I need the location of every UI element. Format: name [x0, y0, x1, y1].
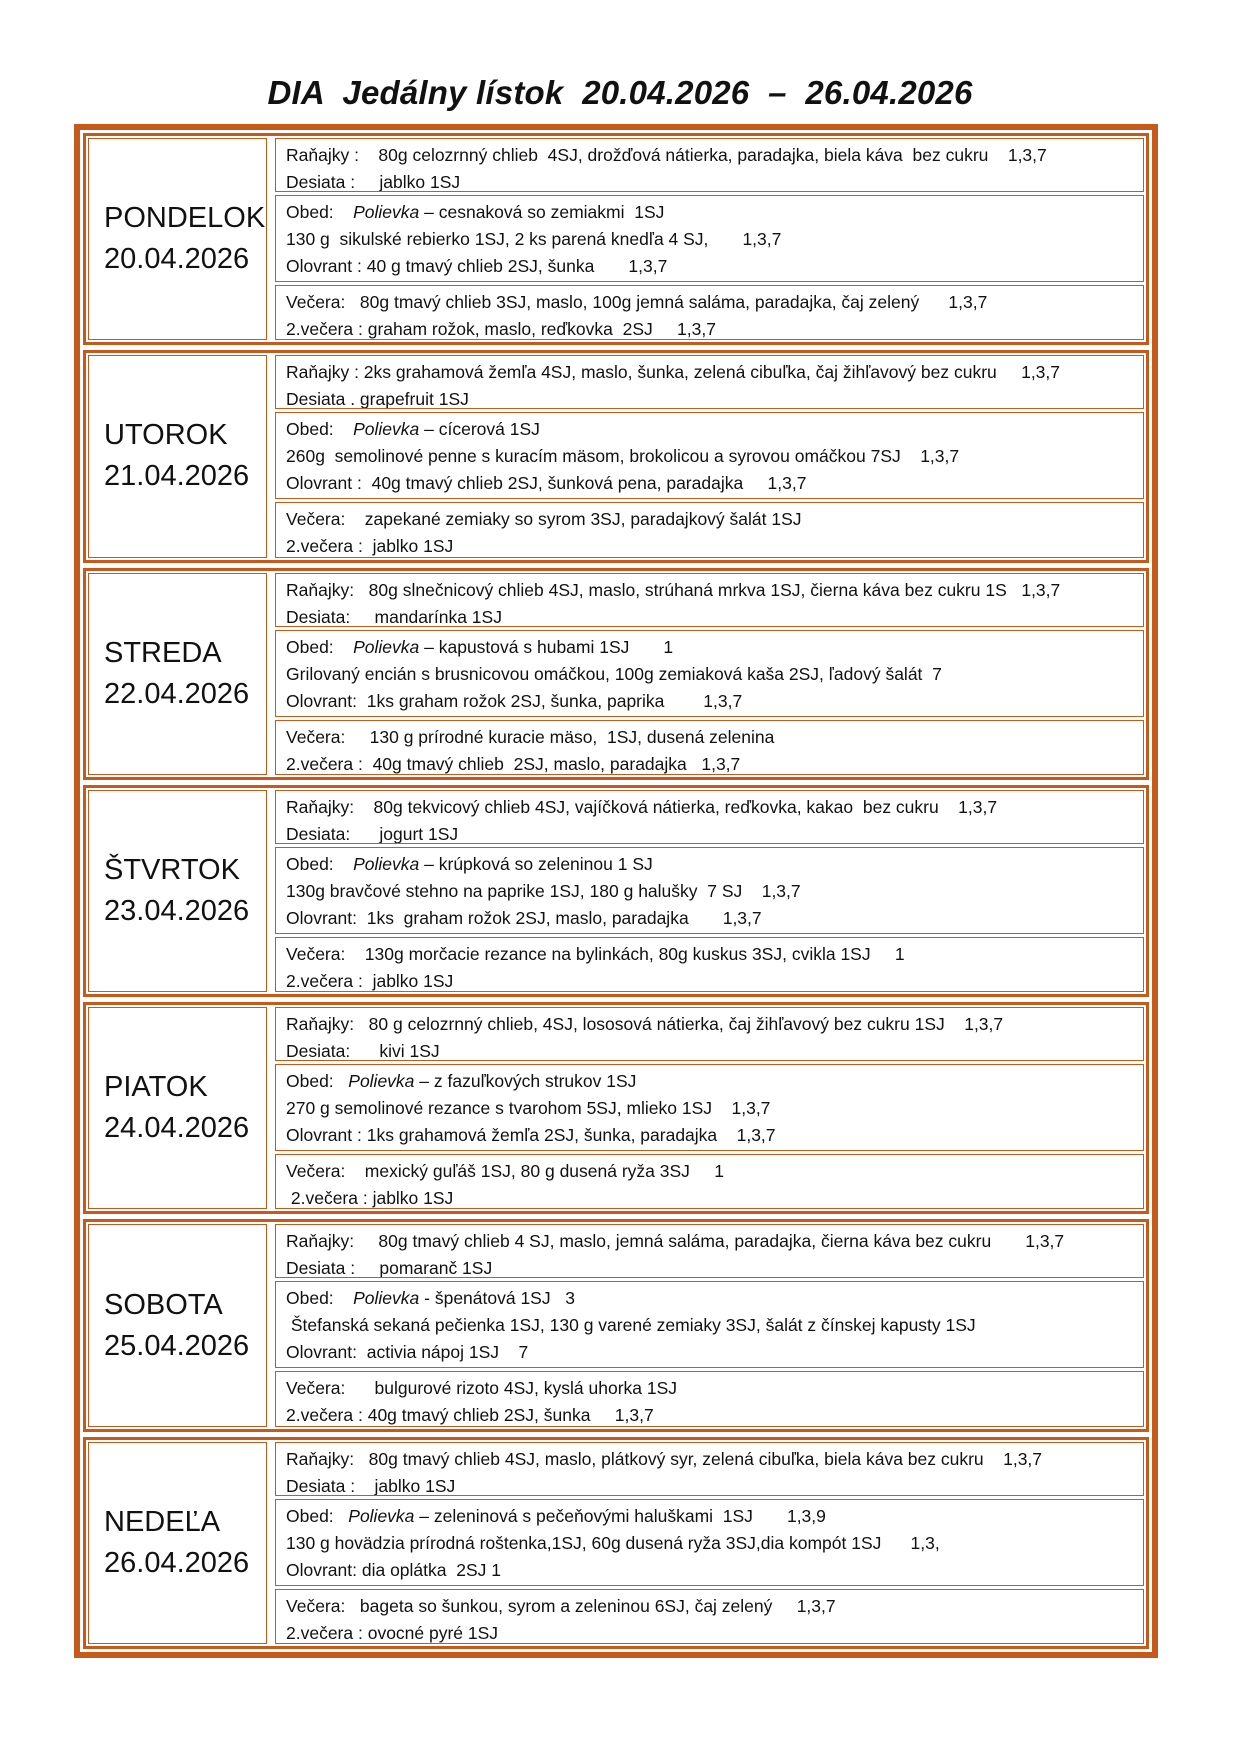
breakfast-line: Raňajky : 80g celozrnný chlieb 4SJ, drožďová nátierka, paradajka, biela káva bez cukru 1,3,7	[286, 145, 1047, 165]
soup-line	[286, 416, 1133, 443]
lunch-prefix: Obed:	[286, 419, 354, 440]
olovrant-line: Olovrant: dia oplátka 2SJ 1	[286, 1559, 501, 1580]
olovrant-line: Olovrant : 40g tmavý chlieb 2SJ, šunková pena, paradajka 1,3,7	[286, 473, 807, 494]
snack-line: Desiata : jablko 1SJ	[286, 172, 461, 192]
soup-line	[286, 634, 1133, 661]
second-dinner-line: 2.večera : 40g tmavý chlieb 2SJ, maslo, paradajka 1,3,7	[286, 753, 741, 774]
day-date: 24.04.2026	[104, 1112, 250, 1145]
soup-line	[286, 851, 1133, 878]
snack-line: Desiata : jablko 1SJ	[286, 1475, 456, 1496]
breakfast-cell	[275, 790, 1144, 844]
day-label	[88, 138, 267, 340]
lunch-cell	[275, 1281, 1144, 1368]
day-name: UTOROK	[104, 419, 228, 452]
second-dinner-line: 2.večera : ovocné pyré 1SJ	[286, 1622, 499, 1643]
lunch-cell	[275, 195, 1144, 282]
dinner-line: Večera: bulgurové rizoto 4SJ, kyslá uhorka 1SJ	[286, 1378, 678, 1399]
main-course-line: 130g bravčové stehno na paprike 1SJ, 180 g halušky 7 SJ 1,3,7	[286, 880, 801, 901]
snack-line: Desiata: mandarínka 1SJ	[286, 606, 502, 627]
dinner-cell	[275, 1589, 1144, 1644]
day-row	[83, 1219, 1149, 1431]
breakfast-cell	[275, 573, 1144, 627]
breakfast-cell	[275, 138, 1144, 192]
page-title: DIA Jedálny lístok 20.04.2026 – 26.04.2026	[267, 74, 973, 111]
snack-line: Desiata: kivi 1SJ	[286, 1041, 440, 1062]
soup-line	[286, 1068, 1133, 1095]
dinner-line: Večera: 80g tmavý chlieb 3SJ, maslo, 100g jemná saláma, paradajka, čaj zelený 1,3,7	[286, 292, 988, 312]
breakfast-line: Raňajky: 80g tekvicový chlieb 4SJ, vajíčková nátierka, reďkovka, kakao bez cukru 1,3,7	[286, 796, 998, 817]
day-row	[83, 785, 1149, 997]
breakfast-cell	[275, 1442, 1144, 1496]
dinner-line: Večera: bageta so šunkou, syrom a zeleninou 6SJ, čaj zelený 1,3,7	[286, 1595, 836, 1616]
day-date: 20.04.2026	[104, 243, 250, 276]
snack-line: Desiata . grapefruit 1SJ	[286, 389, 469, 410]
breakfast-line: Raňajky: 80 g celozrnný chlieb, 4SJ, lososová nátierka, čaj žihľavový bez cukru 1SJ 1,3,7	[286, 1014, 1004, 1035]
soup-label: Polievka	[348, 1071, 415, 1092]
meals	[275, 355, 1144, 557]
second-dinner-line: 2.večera : jablko 1SJ	[286, 970, 454, 991]
day-name: PONDELOK	[104, 202, 266, 235]
breakfast-cell	[275, 1007, 1144, 1061]
main-course-line: 130 g hovädzia prírodná roštenka,1SJ, 60g dusená ryža 3SJ,dia kompót 1SJ 1,3,	[286, 1532, 940, 1553]
olovrant-line: Olovrant : 40 g tmavý chlieb 2SJ, šunka 1,3,7	[286, 256, 668, 276]
day-date: 21.04.2026	[104, 460, 250, 493]
day-label	[88, 355, 267, 557]
lunch-prefix: Obed:	[286, 1071, 349, 1092]
dinner-line: Večera: 130 g prírodné kuracie mäso, 1SJ, dusená zelenina	[286, 726, 775, 747]
soup-line	[286, 199, 1133, 226]
day-row	[83, 1002, 1149, 1214]
lunch-prefix: Obed:	[286, 202, 354, 222]
dinner-line: Večera: mexický guľáš 1SJ, 80 g dusená ryža 3SJ 1	[286, 1161, 724, 1182]
breakfast-cell	[275, 355, 1144, 409]
day-date: 22.04.2026	[104, 677, 250, 710]
main-course-line: 130 g sikulské rebierko 1SJ, 2 ks parená knedľa 4 SJ, 1,3,7	[286, 229, 782, 249]
day-date: 25.04.2026	[104, 1329, 250, 1362]
lunch-prefix: Obed:	[286, 1505, 349, 1526]
second-dinner-line: 2.večera : 40g tmavý chlieb 2SJ, šunka 1,3,7	[286, 1405, 654, 1426]
second-dinner-line: 2.večera : graham rožok, maslo, reďkovka 2SJ 1,3,7	[286, 319, 716, 339]
soup-line	[286, 1503, 1133, 1530]
day-label	[88, 1007, 267, 1209]
lunch-cell	[275, 1064, 1144, 1151]
day-name: NEDEĽA	[104, 1505, 221, 1538]
snack-line: Desiata: jogurt 1SJ	[286, 823, 459, 844]
day-label	[88, 573, 267, 775]
soup-name: – cícerová 1SJ	[419, 419, 540, 440]
meals	[275, 138, 1144, 340]
day-date: 26.04.2026	[104, 1546, 250, 1579]
soup-name: – krúpková so zeleninou 1 SJ	[419, 853, 653, 874]
lunch-prefix: Obed:	[286, 853, 354, 874]
second-dinner-line: 2.večera : jablko 1SJ	[286, 536, 454, 557]
olovrant-line: Olovrant: activia nápoj 1SJ 7	[286, 1342, 529, 1363]
main-course-line: Grilovaný encián s brusnicovou omáčkou, 100g zemiaková kaša 2SJ, ľadový šalát 7	[286, 663, 942, 684]
soup-name: – zeleninová s pečeňovými haluškami 1SJ 1,3,9	[414, 1505, 826, 1526]
day-row	[83, 350, 1149, 562]
olovrant-line: Olovrant: 1ks graham rožok 2SJ, šunka, paprika 1,3,7	[286, 690, 743, 711]
soup-label: Polievka	[353, 419, 420, 440]
breakfast-line: Raňajky: 80g tmavý chlieb 4 SJ, maslo, jemná saláma, paradajka, čierna káva bez cukru 1,3,7	[286, 1231, 1065, 1252]
breakfast-line: Raňajky : 2ks grahamová žemľa 4SJ, maslo, šunka, zelená cibuľka, čaj žihľavový bez cukru 1,3,7	[286, 362, 1061, 383]
soup-name: – cesnaková so zemiakmi 1SJ	[419, 202, 665, 222]
lunch-cell	[275, 630, 1144, 717]
lunch-prefix: Obed:	[286, 636, 354, 657]
soup-label: Polievka	[353, 636, 420, 657]
dinner-cell	[275, 1154, 1144, 1209]
soup-name: – kapustová s hubami 1SJ 1	[419, 636, 674, 657]
day-row	[83, 568, 1149, 780]
day-label	[88, 1224, 267, 1426]
meals	[275, 1224, 1144, 1426]
main-course-line: 270 g semolinové rezance s tvarohom 5SJ, mlieko 1SJ 1,3,7	[286, 1098, 771, 1119]
breakfast-line: Raňajky: 80g slnečnicový chlieb 4SJ, maslo, strúhaná mrkva 1SJ, čierna káva bez cukru 1S 1,3,7	[286, 579, 1061, 600]
main-course-line: 260g semolinové penne s kuracím mäsom, brokolicou a syrovou omáčkou 7SJ 1,3,7	[286, 446, 960, 467]
soup-name: – z fazuľkových strukov 1SJ	[414, 1071, 637, 1092]
soup-name: - špenátová 1SJ 3	[419, 1288, 575, 1309]
breakfast-line: Raňajky: 80g tmavý chlieb 4SJ, maslo, plátkový syr, zelená cibuľka, biela káva bez cukru 1,3,7	[286, 1448, 1043, 1469]
day-row	[83, 133, 1149, 345]
day-name: ŠTVRTOK	[104, 853, 240, 886]
lunch-cell	[275, 847, 1144, 934]
dinner-line: Večera: 130g morčacie rezance na bylinkách, 80g kuskus 3SJ, cvikla 1SJ 1	[286, 943, 905, 964]
dinner-cell	[275, 502, 1144, 557]
meals	[275, 573, 1144, 775]
meals	[275, 790, 1144, 992]
day-name: PIATOK	[104, 1071, 208, 1104]
day-row	[83, 1437, 1149, 1649]
meals	[275, 1007, 1144, 1209]
soup-label: Polievka	[353, 853, 420, 874]
olovrant-line: Olovrant: 1ks graham rožok 2SJ, maslo, paradajka 1,3,7	[286, 907, 762, 928]
dinner-cell	[275, 1371, 1144, 1426]
menu-table	[74, 124, 1158, 1658]
soup-label: Polievka	[353, 202, 420, 222]
day-label	[88, 1442, 267, 1644]
soup-label: Polievka	[353, 1288, 420, 1309]
second-dinner-line: 2.večera : jablko 1SJ	[286, 1188, 454, 1209]
lunch-cell	[275, 412, 1144, 499]
dinner-cell	[275, 285, 1144, 340]
soup-label: Polievka	[348, 1505, 415, 1526]
lunch-prefix: Obed:	[286, 1288, 354, 1309]
lunch-cell	[275, 1499, 1144, 1586]
day-date: 23.04.2026	[104, 894, 250, 927]
main-course-line: Štefanská sekaná pečienka 1SJ, 130 g varené zemiaky 3SJ, šalát z čínskej kapusty 1SJ	[286, 1315, 976, 1336]
soup-line	[286, 1285, 1133, 1312]
dinner-cell	[275, 720, 1144, 775]
breakfast-cell	[275, 1224, 1144, 1278]
snack-line: Desiata : pomaranč 1SJ	[286, 1258, 493, 1279]
dinner-cell	[275, 937, 1144, 992]
day-label	[88, 790, 267, 992]
day-name: STREDA	[104, 636, 222, 669]
day-name: SOBOTA	[104, 1288, 223, 1321]
olovrant-line: Olovrant : 1ks grahamová žemľa 2SJ, šunka, paradajka 1,3,7	[286, 1125, 776, 1146]
dinner-line: Večera: zapekané zemiaky so syrom 3SJ, paradajkový šalát 1SJ	[286, 509, 802, 530]
meals	[275, 1442, 1144, 1644]
